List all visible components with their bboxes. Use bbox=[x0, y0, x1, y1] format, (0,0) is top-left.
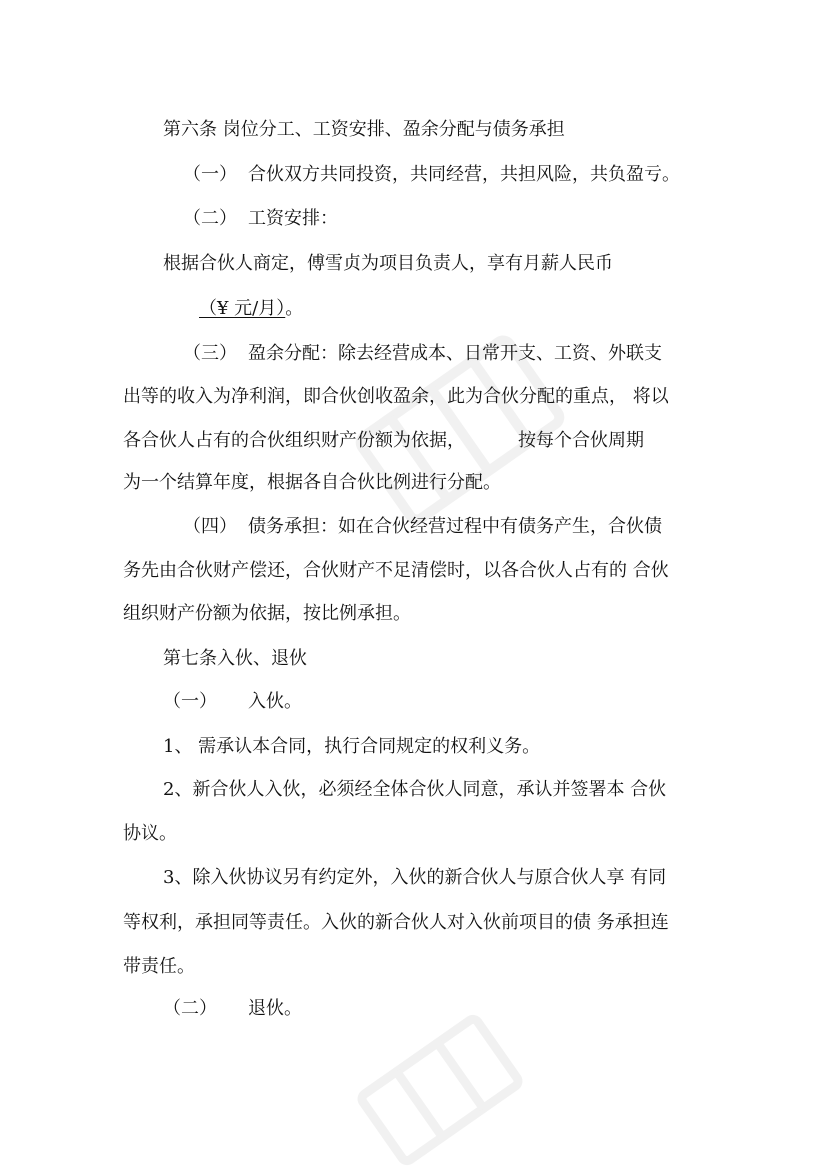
article-6-item-3-line-2: 出等的收入为净利润，即合伙创收盈余，此为合伙分配的重点， 将以 bbox=[123, 386, 669, 407]
article-6-item-3-line-4: 为一个结算年度，根据各自合伙比例进行分配。 bbox=[123, 472, 501, 493]
watermark-logo-bottom-icon bbox=[340, 1010, 540, 1170]
article-6-title: 第六条 岗位分工、工资安排、盈余分配与债务承担 bbox=[163, 119, 565, 140]
article-7-title: 第七条入伙、退伙 bbox=[163, 648, 307, 669]
salary-amount-row bbox=[199, 297, 303, 321]
article-6-item-1-number: （一） bbox=[183, 164, 237, 185]
article-7-point-3-line-3: 带责任。 bbox=[123, 956, 195, 977]
article-6-item-3-line-3b: 按每个合伙周期 bbox=[518, 430, 644, 451]
article-7-section-2-number: （二） bbox=[163, 998, 217, 1019]
article-6-item-2-text: 工资安排： bbox=[248, 208, 338, 229]
article-7-section-1-text: 入伙。 bbox=[248, 691, 302, 712]
article-6-item-3-number: （三） bbox=[183, 343, 237, 364]
article-6-item-4-line-1: 债务承担：如在合伙经营过程中有债务产生，合伙债 bbox=[248, 516, 662, 537]
salary-amount: （¥ 元/月） bbox=[199, 298, 286, 319]
article-7-section-2-text: 退伙。 bbox=[248, 998, 302, 1019]
article-6-item-2-number: （二） bbox=[183, 208, 237, 229]
article-7-point-2-line-2: 协议。 bbox=[123, 823, 177, 844]
article-6-item-3-line-3a: 各合伙人占有的合伙组织财产份额为依据， bbox=[123, 430, 465, 451]
article-6-item-4-number: （四） bbox=[183, 516, 237, 537]
article-6-item-4-line-3: 组织财产份额为依据，按比例承担。 bbox=[123, 603, 411, 624]
salary-end: 。 bbox=[285, 298, 304, 319]
article-7-section-1-number: （一） bbox=[163, 691, 217, 712]
article-7-point-3-line-1: 3、除入伙协议另有约定外，入伙的新合伙人与原合伙人享 有同 bbox=[163, 867, 667, 888]
article-6-item-4-line-2: 务先由合伙财产偿还，合伙财产不足清偿时，以各合伙人占有的 合伙 bbox=[123, 560, 669, 581]
article-7-point-2-line-1: 2、新合伙人入伙，必须经全体合伙人同意，承认并签署本 合伙 bbox=[163, 779, 667, 800]
article-6-item-1-text: 合伙双方共同投资，共同经营，共担风险，共负盈亏。 bbox=[248, 164, 680, 185]
article-6-item-3-line-1: 盈余分配：除去经营成本、日常开支、工资、外联支 bbox=[248, 343, 662, 364]
article-7-point-1: 1、 需承认本合同，执行合同规定的权利义务。 bbox=[163, 736, 541, 757]
article-7-point-3-line-2: 等权利，承担同等责任。入伙的新合伙人对入伙前项目的债 务承担连 bbox=[123, 912, 669, 933]
salary-line: 根据合伙人商定，傅雪贞为项目负责人，享有月薪人民币 bbox=[163, 253, 613, 274]
